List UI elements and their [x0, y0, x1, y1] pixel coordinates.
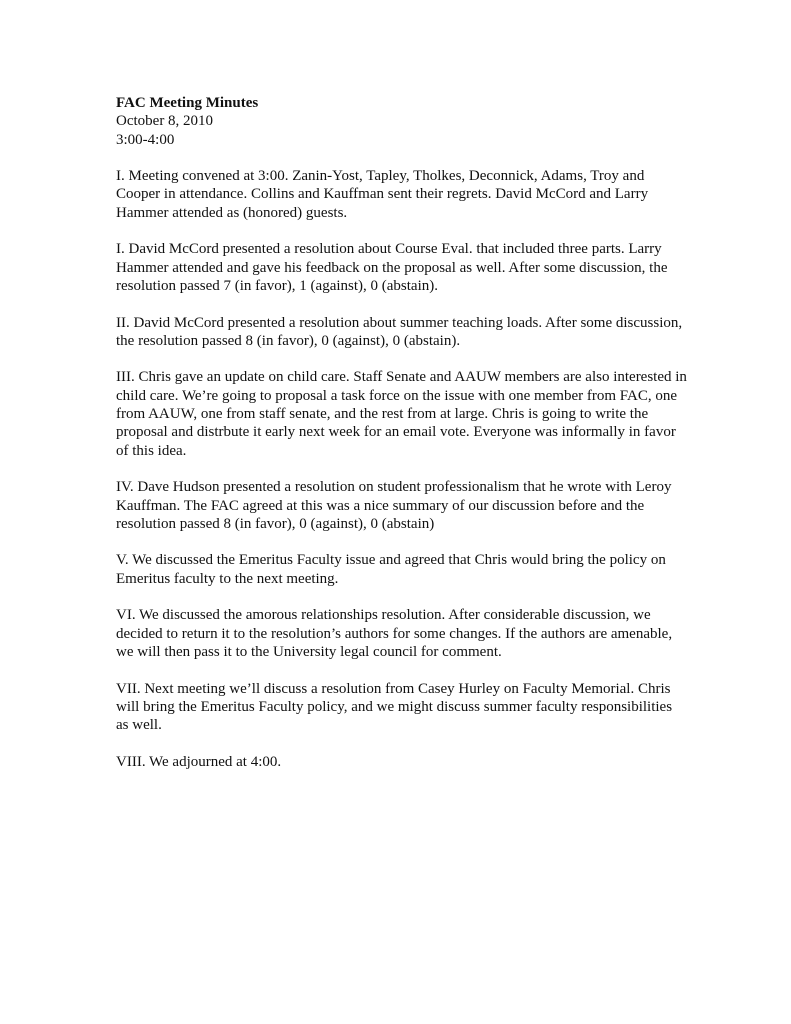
document-page [116, 94, 688, 789]
minutes-item-adjourned: VIII. We adjourned at 4:00. [116, 753, 282, 770]
minutes-item-professionalism: IV. Dave Hudson presented a resolution on student professionalism that he wrote with Leroy Kauffman. The FAC agreed at this was a nice summary of our discussion before and the resolution passed 8 (in favor), 0 (against), 0 (abstain) [116, 479, 672, 532]
minutes-item-course-eval: I. David McCord presented a resolution about Course Eval. that included three parts. Larry Hammer attended and gave his feedback on the proposal as well. After some discussion, the resolution passed 7 (in favor), 1 (against), 0 (abstain). [116, 241, 668, 294]
spacer [116, 149, 688, 167]
minutes-item-summer-teaching: II. David McCord presented a resolution about summer teaching loads. After some discussion, the resolution passed 8 (in favor), 0 (against), 0 (abstain). [116, 314, 683, 349]
minutes-item-next-meeting: VII. Next meeting we’ll discuss a resolution from Casey Hurley on Faculty Memorial. Chris will bring the Emeritus Faculty policy, and we might discuss summer faculty responsibilities as well. [116, 680, 673, 734]
minutes-item-attendance: I. Meeting convened at 3:00. Zanin-Yost, Tapley, Tholkes, Deconnick, Adams, Troy and Cooper in attendance. Collins and Kauffman sent their regrets. David McCord and Larry Hammer attended as (honored) guests. [116, 168, 649, 221]
minutes-item-child-care: III. Chris gave an update on child care. Staff Senate and AAUW members are also interested in child care. We’re going to proposal a task force on the issue with one member from FAC, one from AAUW, one from staff senate, and the rest from at large. Chris is going to write the proposal and distrbute it early next week for an email vote. Everyone was informally in favor of this idea. [116, 369, 687, 459]
meeting-date: October 8, 2010 [116, 113, 214, 130]
document-title: FAC Meeting Minutes [116, 95, 259, 111]
minutes-item-emeritus: V. We discussed the Emeritus Faculty issue and agreed that Chris would bring the policy on Emeritus faculty to the next meeting. [116, 552, 666, 587]
minutes-item-amorous-relationships: VI. We discussed the amorous relationships resolution. After considerable discussion, we decided to return it to the resolution’s authors for some changes. If the authors are amenable, we will then pass it to the University legal council for comment. [116, 607, 673, 660]
meeting-time: 3:00-4:00 [116, 131, 175, 148]
